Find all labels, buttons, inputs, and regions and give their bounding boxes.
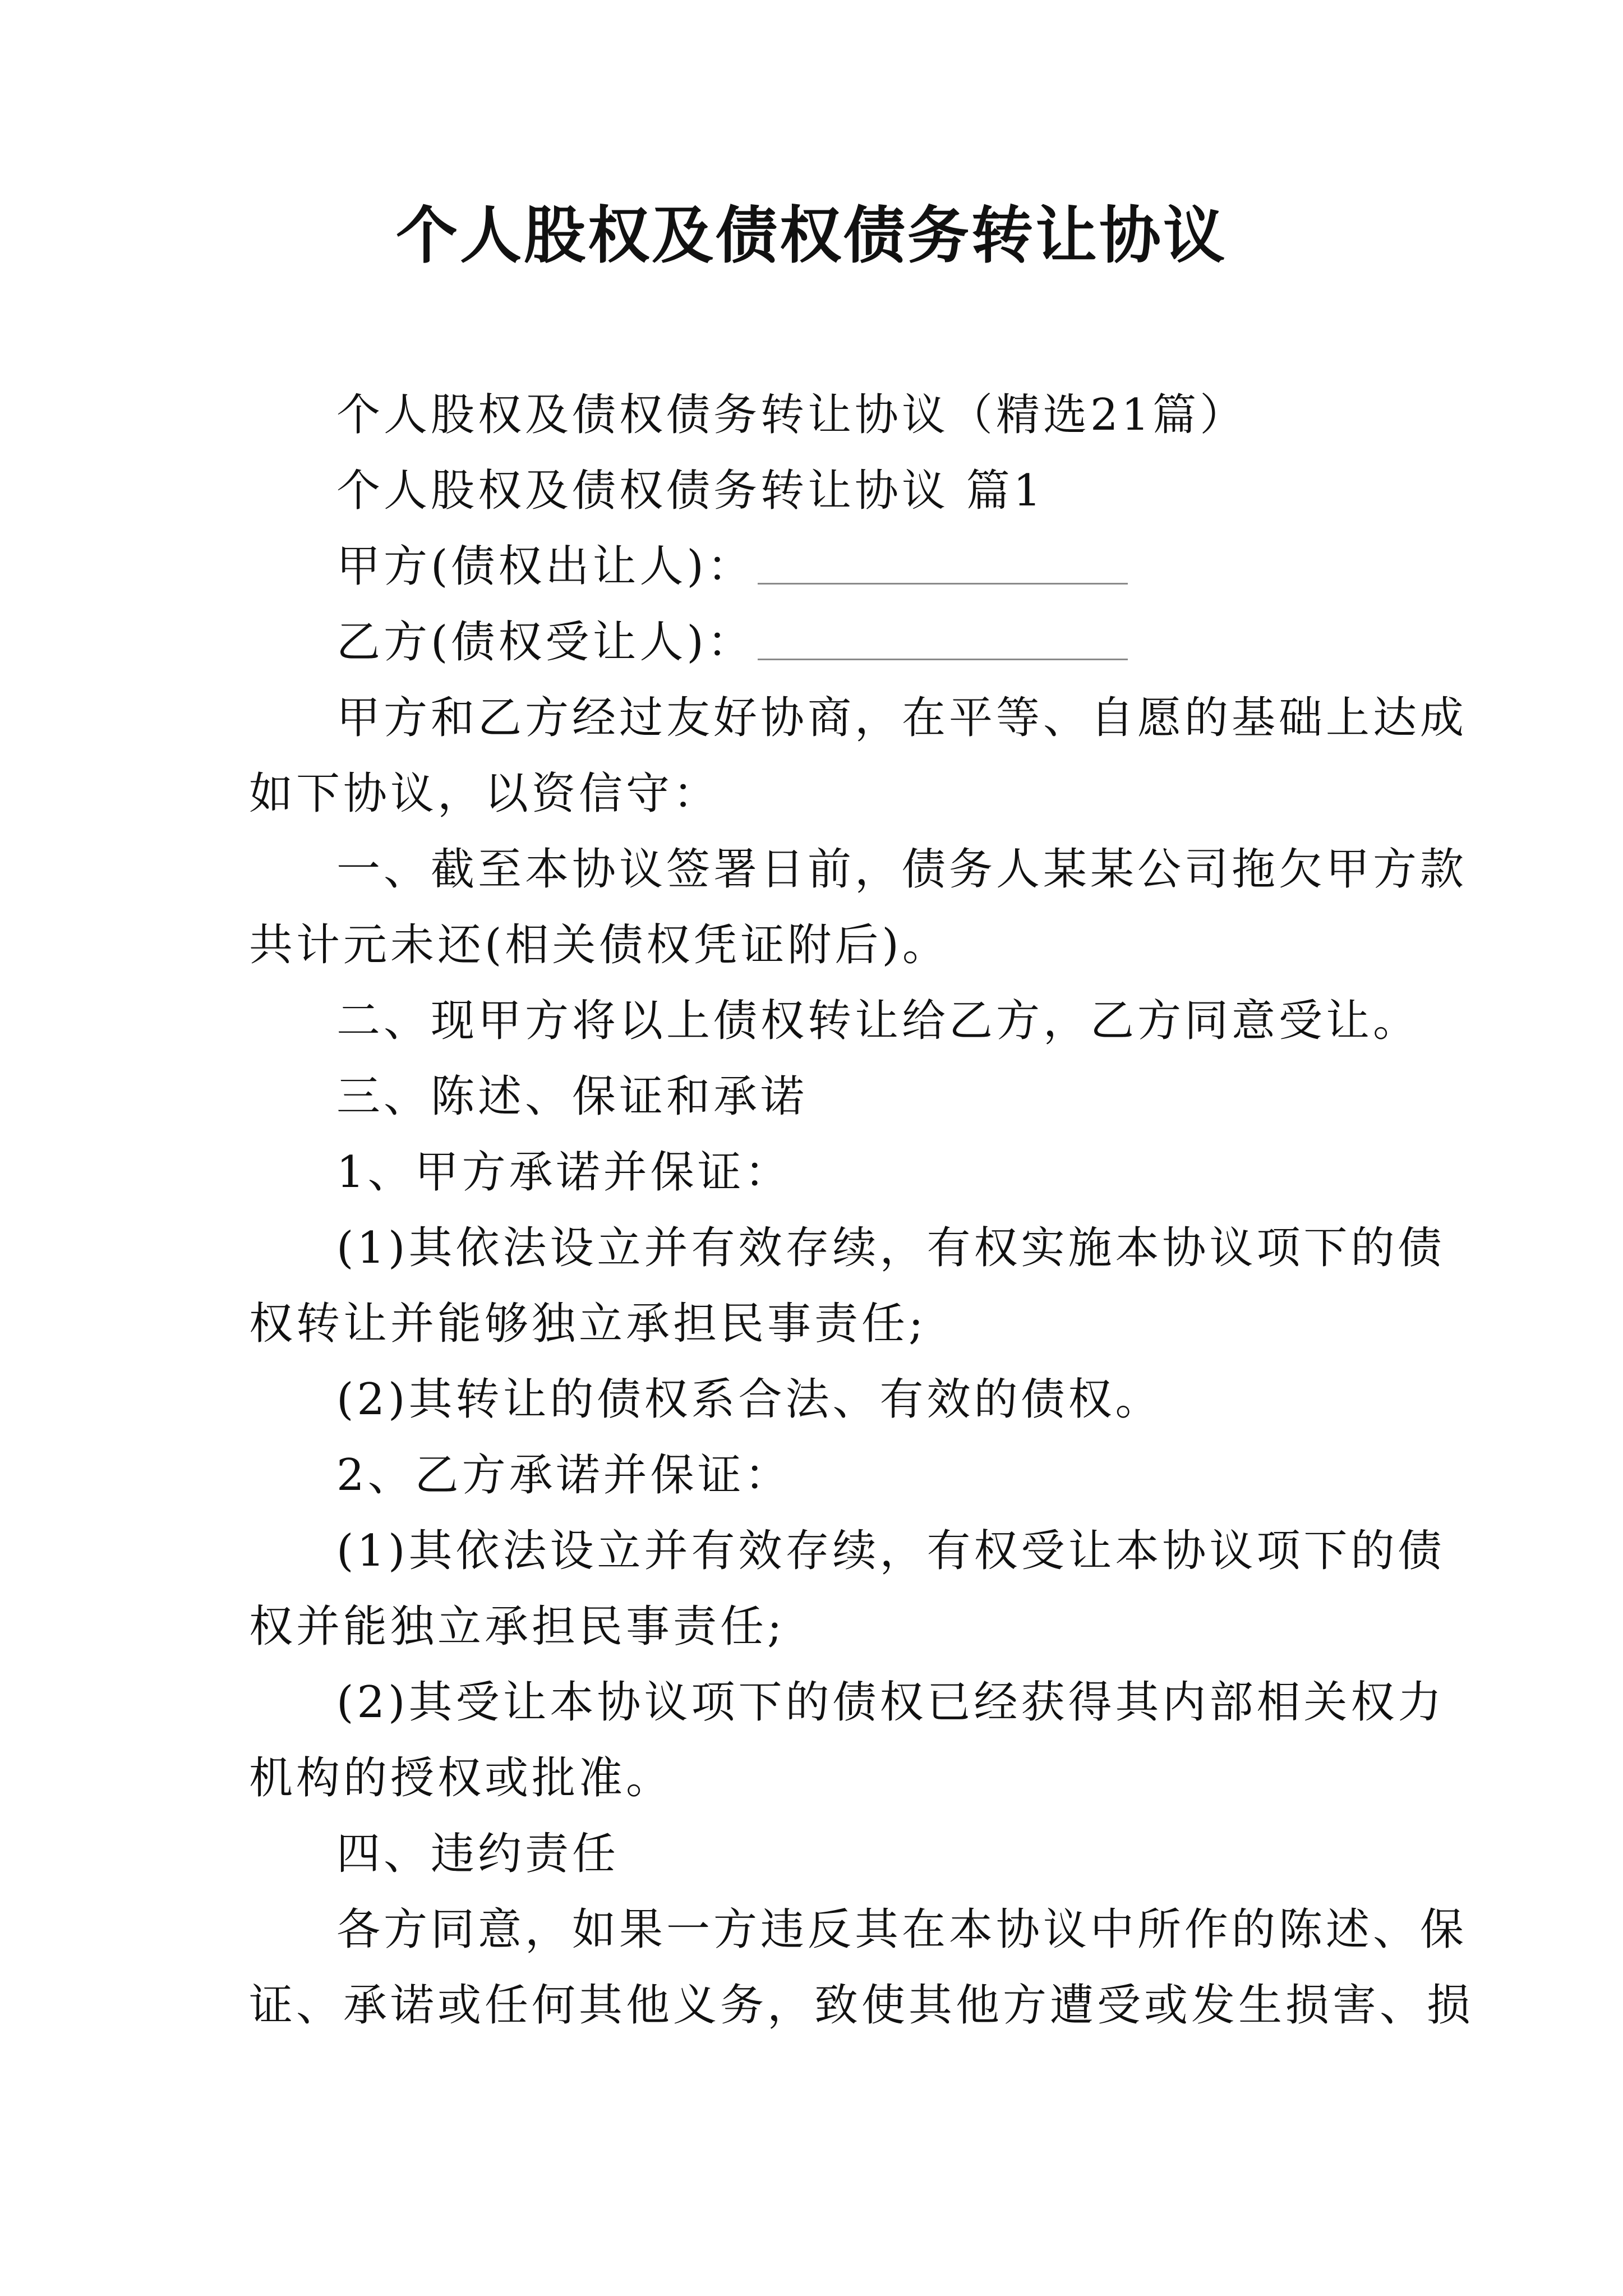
party-b-line: [336, 611, 1128, 673]
paragraph-line: 二、现甲方将以上债权转让给乙方，乙方同意受让。: [336, 996, 1421, 1046]
party-a-blank: [758, 581, 1128, 585]
paragraph-line: 如下协议，以资信守：: [249, 769, 721, 819]
party-b-blank: [758, 656, 1128, 660]
paragraph-line: 证、承诺或任何其他义务，致使其他方遭受或发生损害、损: [249, 1980, 1474, 2031]
paragraph-line: (1)其依法设立并有效存续，有权受让本协议项下的债: [336, 1526, 1445, 1576]
paragraph-line: (2)其转让的债权系合法、有效的债权。: [336, 1374, 1163, 1425]
party-a-line: [336, 536, 1128, 597]
paragraph-line: (1)其依法设立并有效存续，有权实施本协议项下的债: [336, 1223, 1445, 1273]
paragraph-line: 一、截至本协议签署日前，债务人某某公司拖欠甲方款: [336, 844, 1468, 895]
subtitle-line: 个人股权及债权债务转让协议（精选21篇）: [336, 390, 1247, 440]
party-b-label: 乙方(债权受让人)：: [336, 617, 754, 668]
clause-heading: 三、陈述、保证和承诺: [336, 1071, 808, 1122]
paragraph-line: 权并能独立承担民事责任;: [249, 1602, 786, 1652]
party-a-label: 甲方(债权出让人)：: [336, 541, 754, 592]
document-title: 个人股权及债权债务转让协议: [396, 199, 1227, 272]
paragraph-line: 机构的授权或批准。: [249, 1753, 674, 1803]
clause-heading: 四、违约责任: [336, 1829, 620, 1879]
clause-subheading: 1、甲方承诺并保证：: [336, 1147, 792, 1198]
paragraph-line: 权转让并能够独立承担民事责任;: [249, 1299, 927, 1349]
paragraph-line: 共计元未还(相关债权凭证附后)。: [249, 920, 949, 970]
paragraph-line: 甲方和乙方经过友好协商，在平等、自愿的基础上达成: [336, 693, 1468, 743]
paragraph-line: (2)其受让本协议项下的债权已经获得其内部相关权力: [336, 1677, 1445, 1728]
paragraph-line: 各方同意，如果一方违反其在本协议中所作的陈述、保: [336, 1904, 1468, 1955]
section-heading: 个人股权及债权债务转让协议 篇1: [336, 466, 1045, 516]
clause-subheading: 2、乙方承诺并保证：: [336, 1450, 792, 1501]
